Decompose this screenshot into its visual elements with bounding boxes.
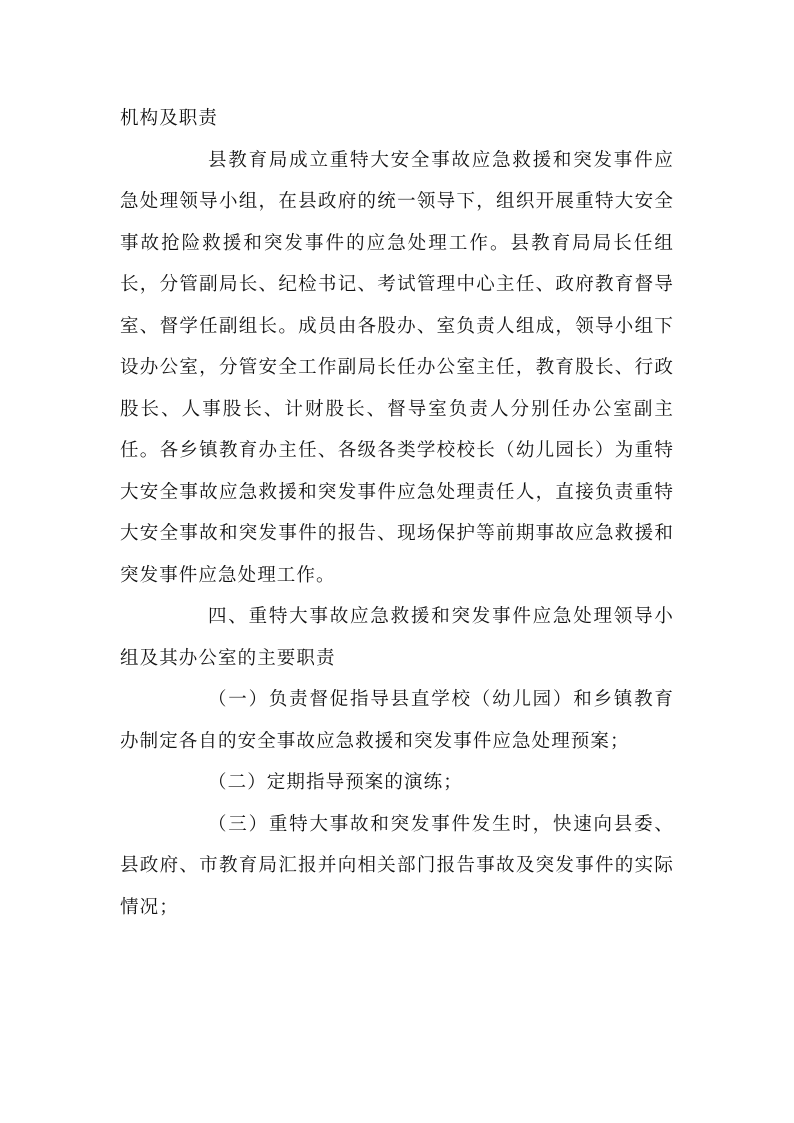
paragraph-leadership-group: 县教育局成立重特大安全事故应急救援和突发事件应急处理领导小组，在县政府的统一领导下，组织开展重特大安全事故抢险救援和突发事件的应急处理工作。县教育局局长任组长，分管副局长、纪检书记、考试管理中心主任、政府教育督导室、督学任副组长。成员由各股办、室负责人组成，领导小组下设办公室，分管安全工作副局长任办公室主任，教育股长、行政股长、人事股长、计财股长、督导室负责人分别任办公室副主任。各乡镇教育办主任、各级各类学校校长（幼儿园长）为重特大安全事故应急救援和突发事件应急处理责任人，直接负责重特大安全事故和突发事件的报告、现场保护等前期事故应急救援和突发事件应急处理工作。 bbox=[120, 149, 674, 586]
duty-item-1: （一）负责督促指导县直学校（幼儿园）和乡镇教育办制定各自的安全事故应急救援和突发事件应急处理预案； bbox=[120, 689, 674, 752]
duty-item-2: （二）定期指导预案的演练； bbox=[208, 772, 463, 793]
section-heading-duties: 四、重特大事故应急救援和突发事件应急处理领导小组及其办公室的主要职责 bbox=[120, 606, 674, 669]
section-heading-institutions: 机构及职责 bbox=[120, 108, 219, 129]
document-body bbox=[120, 98, 674, 928]
duty-item-3: （三）重特大事故和突发事件发生时，快速向县委、县政府、市教育局汇报并向相关部门报告事故及突发事件的实际情况； bbox=[120, 813, 674, 918]
